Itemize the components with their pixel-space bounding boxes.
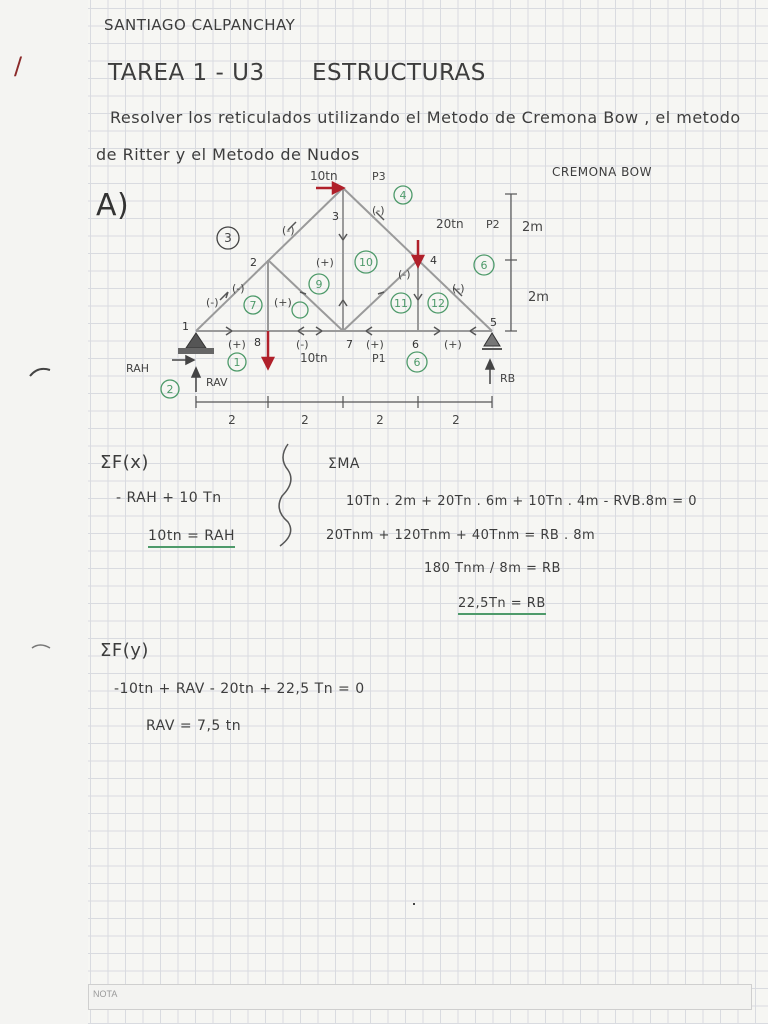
- method-title: CREMONA BOW: [552, 165, 652, 179]
- span-label: 2: [452, 413, 460, 427]
- sign-plus: (+): [274, 296, 292, 309]
- node-label: 2: [250, 256, 257, 269]
- ma-result: 22,5Tn = RB: [458, 596, 546, 615]
- ma-line-2: 20Tnm + 120Tnm + 40Tnm = RB . 8m: [326, 528, 596, 543]
- circled-number-text: 11: [394, 297, 408, 310]
- assignment-title: TAREA 1 - U3: [108, 60, 265, 86]
- sum-fx-equation: - RAH + 10 Tn: [116, 490, 222, 506]
- sign-minus: (-): [232, 282, 245, 295]
- p1-label: P1: [372, 352, 386, 365]
- truss-diagram: [0, 0, 768, 440]
- sign-plus: (+): [228, 338, 246, 351]
- roller-support-right: [484, 333, 500, 346]
- reaction-rah-label: RAH: [126, 362, 149, 375]
- reaction-rav-label: RAV: [206, 376, 228, 389]
- p3-label: P3: [372, 170, 386, 183]
- reaction-rb-head: [486, 360, 494, 369]
- fy-result: RAV = 7,5 tn: [146, 718, 242, 734]
- reaction-rb-label: RB: [500, 372, 516, 385]
- reaction-rah-head: [186, 356, 194, 364]
- span-label: 2: [228, 413, 236, 427]
- circled-number-text: 6: [413, 356, 421, 369]
- dim-label-upper: 2m: [522, 220, 543, 235]
- circled-number-text: 2: [166, 383, 174, 396]
- circled-number-text: 1: [233, 356, 241, 369]
- node-label: 6: [412, 338, 419, 351]
- sign-minus: (-): [452, 282, 465, 295]
- sign-minus: (-): [282, 224, 295, 237]
- sign-plus: (+): [444, 338, 462, 351]
- load-label-right: 20tn: [436, 217, 464, 231]
- node-label: 4: [430, 254, 437, 267]
- sum-fx-title: ΣF(x): [100, 452, 149, 473]
- node-label: 5: [490, 316, 497, 329]
- nota-field: [88, 984, 752, 1010]
- student-name: SANTIAGO CALPANCHAY: [104, 16, 296, 34]
- p2-label: P2: [486, 218, 500, 231]
- circled-number-text: 7: [249, 299, 257, 312]
- load-label-bottom: 10tn: [300, 351, 328, 365]
- ink-dot: [413, 903, 415, 905]
- node-label: 1: [182, 320, 189, 333]
- instruction-line-2: de Ritter y el Metodo de Nudos: [96, 145, 360, 164]
- ma-line-3: 180 Tnm / 8m = RB: [424, 561, 561, 576]
- margin-tick-mark: /: [14, 52, 23, 80]
- pin-support-left: [186, 333, 206, 348]
- node-label: 8: [254, 336, 261, 349]
- circled-number-text: 9: [315, 278, 323, 291]
- squiggle-divider: [270, 440, 300, 550]
- arrow-mark: [220, 292, 228, 300]
- node-label: 7: [346, 338, 353, 351]
- circled-number-text: 12: [431, 297, 445, 310]
- span-label: 2: [376, 413, 384, 427]
- sign-minus: (-): [296, 338, 309, 351]
- circled-number-text: 10: [359, 256, 373, 269]
- sum-fx-result: 10tn = RAH: [148, 528, 235, 548]
- margin-curve-mark-2: [30, 640, 52, 652]
- sum-ma-title: ΣMA: [328, 456, 361, 472]
- reaction-rav-head: [192, 368, 200, 377]
- sign-minus: (-): [372, 204, 385, 217]
- exercise-label: A): [96, 188, 130, 223]
- load-label-top: 10tn: [310, 169, 338, 183]
- circled-number-text: 4: [399, 189, 407, 202]
- fy-line-1: -10tn + RAV - 20tn + 22,5 Tn = 0: [114, 681, 365, 697]
- ma-line-1: 10Tn . 2m + 20Tn . 6m + 10Tn . 4m - RVB.8m = 0: [346, 494, 698, 509]
- arrow-mark: [300, 292, 306, 294]
- load-arrow-node8-head: [263, 358, 273, 368]
- sign-plus: (+): [366, 338, 384, 351]
- sign-minus: (-): [206, 296, 219, 309]
- sign-minus: (-): [398, 268, 411, 281]
- instruction-line-1: Resolver los reticulados utilizando el Metodo de Cremona Bow , el metodo: [110, 108, 741, 127]
- nota-label: NOTA: [93, 989, 118, 999]
- circled-number: [292, 302, 308, 318]
- circled-number-black-text: 3: [224, 231, 232, 245]
- ground-hatch-left: [178, 348, 214, 354]
- load-arrow-top-head: [333, 183, 343, 193]
- node-label: 3: [332, 210, 339, 223]
- span-label: 2: [301, 413, 309, 427]
- circled-number-text: 6: [480, 259, 488, 272]
- sign-plus: (+): [316, 256, 334, 269]
- dim-label-lower: 2m: [528, 290, 549, 305]
- sum-fy-title: ΣF(y): [100, 640, 149, 661]
- subject-title: ESTRUCTURAS: [312, 60, 486, 86]
